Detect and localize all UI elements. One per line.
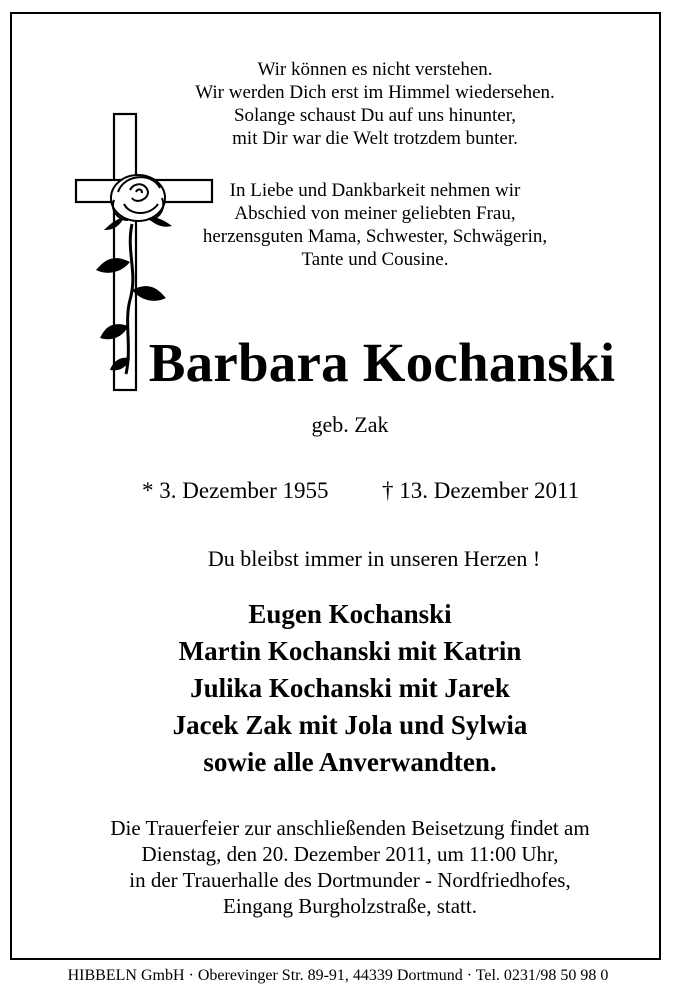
poem-line: Wir können es nicht verstehen. bbox=[257, 59, 493, 80]
publisher-footer: HIBBELN GmbH · Oberevinger Str. 89-91, 44339 Dortmund · Tel. 0231/98 50 98 0 bbox=[67, 967, 609, 984]
funeral-service-info bbox=[52, 815, 648, 919]
service-line: in der Trauerhalle des Dortmunder - Nordfriedhofes, bbox=[129, 868, 571, 892]
obituary-frame bbox=[10, 12, 661, 960]
mourner-name: Julika Kochanski mit Jarek bbox=[190, 673, 510, 703]
poem-line: Solange schaust Du auf uns hinunter, bbox=[233, 105, 517, 126]
intro-line: Abschied von meiner geliebten Frau, bbox=[234, 203, 516, 224]
service-line: Eingang Burgholzstraße, statt. bbox=[223, 894, 477, 918]
intro-line: herzensguten Mama, Schwester, Schwägerin, bbox=[202, 226, 548, 247]
mourners-list bbox=[72, 596, 628, 781]
service-line: Die Trauerfeier zur anschließenden Beisetzung findet am bbox=[110, 816, 590, 840]
mourner-name: Eugen Kochanski bbox=[248, 599, 452, 629]
mourner-name: sowie alle Anverwandten. bbox=[203, 747, 497, 777]
remembrance-line: Du bleibst immer in unseren Herzen ! bbox=[207, 546, 541, 571]
poem-line: mit Dir war die Welt trotzdem bunter. bbox=[232, 128, 518, 149]
mourner-name: Jacek Zak mit Jola und Sylwia bbox=[172, 710, 528, 740]
poem-line: Wir werden Dich erst im Himmel wiedersehen. bbox=[195, 82, 555, 103]
service-line: Dienstag, den 20. Dezember 2011, um 11:00 Uhr, bbox=[141, 842, 559, 866]
maiden-name: geb. Zak bbox=[311, 412, 389, 437]
deceased-name: Barbara Kochanski bbox=[148, 332, 616, 393]
birth-date: * 3. Dezember 1955 bbox=[142, 478, 329, 503]
intro-line: In Liebe und Dankbarkeit nehmen wir bbox=[229, 180, 521, 201]
mourner-name: Martin Kochanski mit Katrin bbox=[178, 636, 522, 666]
death-date: † 13. Dezember 2011 bbox=[382, 478, 580, 503]
intro-line: Tante und Cousine. bbox=[301, 249, 449, 270]
farewell-intro bbox=[152, 179, 598, 271]
poem bbox=[152, 58, 598, 150]
